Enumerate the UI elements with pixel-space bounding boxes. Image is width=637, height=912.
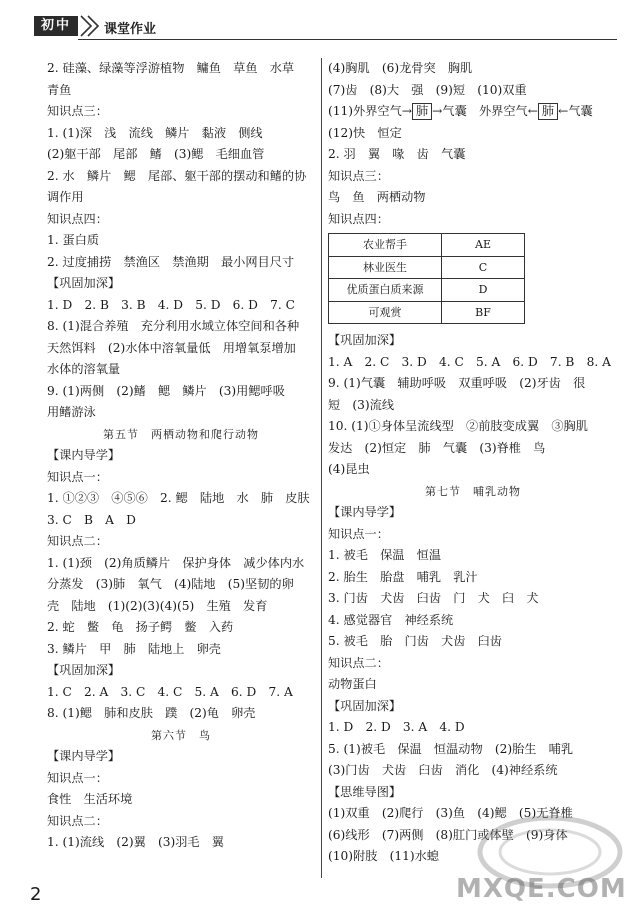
- text-line: (3)门齿 犬齿 臼齿 消化 (4)神经系统: [328, 763, 558, 777]
- text-line: (2)躯干部 尾部 鳍 (3)鳃 毛细血管: [47, 147, 265, 161]
- breath-text-a: (11)外界空气→: [328, 104, 412, 118]
- text-line: 5. (1)被毛 保温 恒温动物 (2)胎生 哺乳: [328, 741, 574, 756]
- text-line: 知识点一：: [328, 526, 389, 541]
- table-row: [329, 234, 525, 257]
- text-line: 【思维导图】: [328, 784, 402, 799]
- text-line: 【课内导学】: [328, 505, 402, 519]
- page-header: [22, 14, 617, 40]
- text-line: 【巩固加深】: [328, 698, 402, 713]
- text-line: 5. 被毛 胎 门齿 犬齿 臼齿: [328, 634, 502, 648]
- text-line: 1. 蛋白质: [47, 233, 100, 247]
- header-title: 课堂作业: [104, 22, 157, 37]
- text-line: 知识点二：: [47, 534, 108, 548]
- text-line: 第六节 鸟: [151, 728, 211, 742]
- table-cell-answer: D: [442, 279, 525, 302]
- lung-box: 肺: [538, 103, 558, 120]
- text-line: 青鱼: [47, 82, 72, 97]
- text-line: 【课内导学】: [47, 448, 121, 462]
- text-line: 1. (1)颈 (2)角质鳞片 保护身体 减少体内水: [47, 555, 305, 570]
- column-divider: [321, 58, 322, 878]
- text-line: 知识点四：: [47, 211, 108, 226]
- text-line: 【巩固加深】: [47, 276, 121, 290]
- table-cell-answer: C: [442, 256, 525, 279]
- text-line: 食性 生活环境: [47, 792, 133, 806]
- text-line: 3. 门齿 犬齿 臼齿 门 犬 臼 犬: [328, 591, 539, 605]
- text-line: 【巩固加深】: [47, 663, 121, 677]
- text-line: 1. D 2. B 3. B 4. D 5. D 6. D 7. C: [47, 297, 295, 312]
- text-line: 10. (1)①身体呈流线型 ②前肢变成翼 ③胸肌: [328, 419, 588, 433]
- lung-box: 肺: [412, 103, 432, 120]
- text-line: 3. 鳞片 甲 肺 陆地上 卵壳: [47, 641, 221, 656]
- breath-text-b: →气囊 外界空气←: [432, 104, 538, 118]
- page-number: 2: [30, 884, 42, 905]
- text-line: 1. 被毛 保温 恒温: [328, 548, 442, 562]
- text-line: 知识点三：: [328, 168, 389, 183]
- text-line: 9. (1)气囊 辅助呼吸 双重呼吸 (2)牙齿 很: [328, 376, 586, 390]
- text-line: 第七节 哺乳动物: [425, 484, 521, 498]
- table-cell-use: 优质蛋白质来源: [329, 279, 442, 302]
- text-line: 3. C B A D: [47, 512, 136, 527]
- text-line: 水体的溶氧量: [47, 362, 121, 376]
- text-line: 分蒸发 (3)肺 氧气 (4)陆地 (5)坚韧的卵: [47, 577, 294, 591]
- table-cell-answer: AE: [442, 234, 525, 257]
- text-line: 壳 陆地 (1)(2)(3)(4)(5) 生殖 发育: [47, 598, 268, 613]
- grade-badge: 初中: [34, 16, 78, 36]
- text-line: 知识点一：: [47, 469, 108, 484]
- text-line: 天然饵料 (2)水体中溶氧量低 用增氧泵增加: [47, 340, 296, 355]
- table-cell-use: 农业帮手: [329, 234, 442, 257]
- text-line: 2. 硅藻、绿藻等浮游植物 鳙鱼 草鱼 水草: [47, 61, 295, 75]
- text-line: 第五节 两栖动物和爬行动物: [103, 427, 259, 441]
- header-rule: [78, 39, 617, 40]
- table-row: [329, 256, 525, 279]
- text-line: 1. D 2. D 3. A 4. D: [328, 720, 465, 734]
- text-line: 1. (1)流线 (2)翼 (3)羽毛 翼: [47, 835, 224, 849]
- breath-path-line: [328, 101, 618, 123]
- text-line: 短 (3)流线: [328, 397, 395, 412]
- text-line: 动物蛋白: [328, 677, 377, 691]
- text-line: 发达 (2)恒定 肺 气囊 (3)脊椎 鸟: [328, 440, 546, 455]
- text-line: 知识点二：: [328, 655, 389, 670]
- text-line: 知识点四：: [328, 211, 389, 226]
- text-line: 8. (1)混合养殖 充分利用水域立体空间和各种: [47, 319, 300, 333]
- text-line: 2. 过度捕捞 禁渔区 禁渔期 最小网目尺寸: [47, 254, 295, 269]
- table-cell-use: 林业医生: [329, 256, 442, 279]
- table-row: [329, 301, 525, 324]
- text-line: 1. A 2. C 3. D 4. C 5. A 6. D 7. B 8. A: [328, 354, 611, 369]
- breath-text-c: ←气囊: [558, 104, 593, 118]
- text-line: 1. C 2. A 3. C 4. C 5. A 6. D 7. A: [47, 684, 293, 699]
- text-line: 调作用: [47, 190, 84, 204]
- table-row: [329, 279, 525, 302]
- watermark-text: MXQE.COM: [456, 874, 627, 904]
- text-line: 知识点二：: [47, 813, 108, 828]
- left-column: [47, 58, 315, 854]
- text-line: (4)昆虫: [328, 462, 370, 476]
- text-line: (4)胸肌 (6)龙骨突 胸肌: [328, 61, 473, 75]
- text-line: 4. 感觉器官 神经系统: [328, 612, 454, 627]
- text-line: (1)双重 (2)爬行 (3)鱼 (4)鳃 (5)无脊椎: [328, 806, 573, 820]
- text-line: 8. (1)鳃 肺和皮肤 蹼 (2)龟 卵壳: [47, 706, 256, 720]
- text-line: (12)快 恒定: [328, 125, 402, 140]
- table-cell-answer: BF: [442, 301, 525, 324]
- text-line: 2. 蛇 鳖 龟 扬子鳄 鳖 入药: [47, 620, 234, 634]
- table-cell-use: 可观赏: [329, 301, 442, 324]
- double-chevron-icon: [78, 14, 104, 38]
- text-line: (6)线形 (7)两侧 (8)肛门或体壁 (9)身体: [328, 827, 568, 842]
- text-line: 1. (1)深 浅 流线 鳞片 黏液 侧线: [47, 125, 263, 140]
- text-line: 1. ①②③ ④⑤⑥ 2. 鳃 陆地 水 肺 皮肤: [47, 491, 310, 505]
- text-line: 2. 羽 翼 喙 齿 气囊: [328, 147, 466, 161]
- text-line: (10)附肢 (11)水螅: [328, 849, 439, 863]
- text-line: 2. 胎生 胎盘 哺乳 乳汁: [328, 569, 478, 584]
- text-line: 2. 水 鳞片 鳃 尾部、躯干部的摆动和鳍的协: [47, 168, 307, 183]
- text-line: 【课内导学】: [47, 749, 121, 763]
- text-line: 知识点一：: [47, 770, 108, 785]
- text-line: (7)齿 (8)大 强 (9)短 (10)双重: [328, 82, 527, 97]
- text-line: 鸟 鱼 两栖动物: [328, 190, 426, 204]
- text-line: 9. (1)两侧 (2)鳍 鳃 鳞片 (3)用鳃呼吸: [47, 383, 285, 398]
- text-line: 【巩固加深】: [328, 333, 402, 347]
- text-line: 用鳍游泳: [47, 405, 96, 419]
- bird-value-table: [328, 233, 525, 324]
- text-line: 知识点三：: [47, 104, 108, 118]
- right-column: [328, 58, 618, 868]
